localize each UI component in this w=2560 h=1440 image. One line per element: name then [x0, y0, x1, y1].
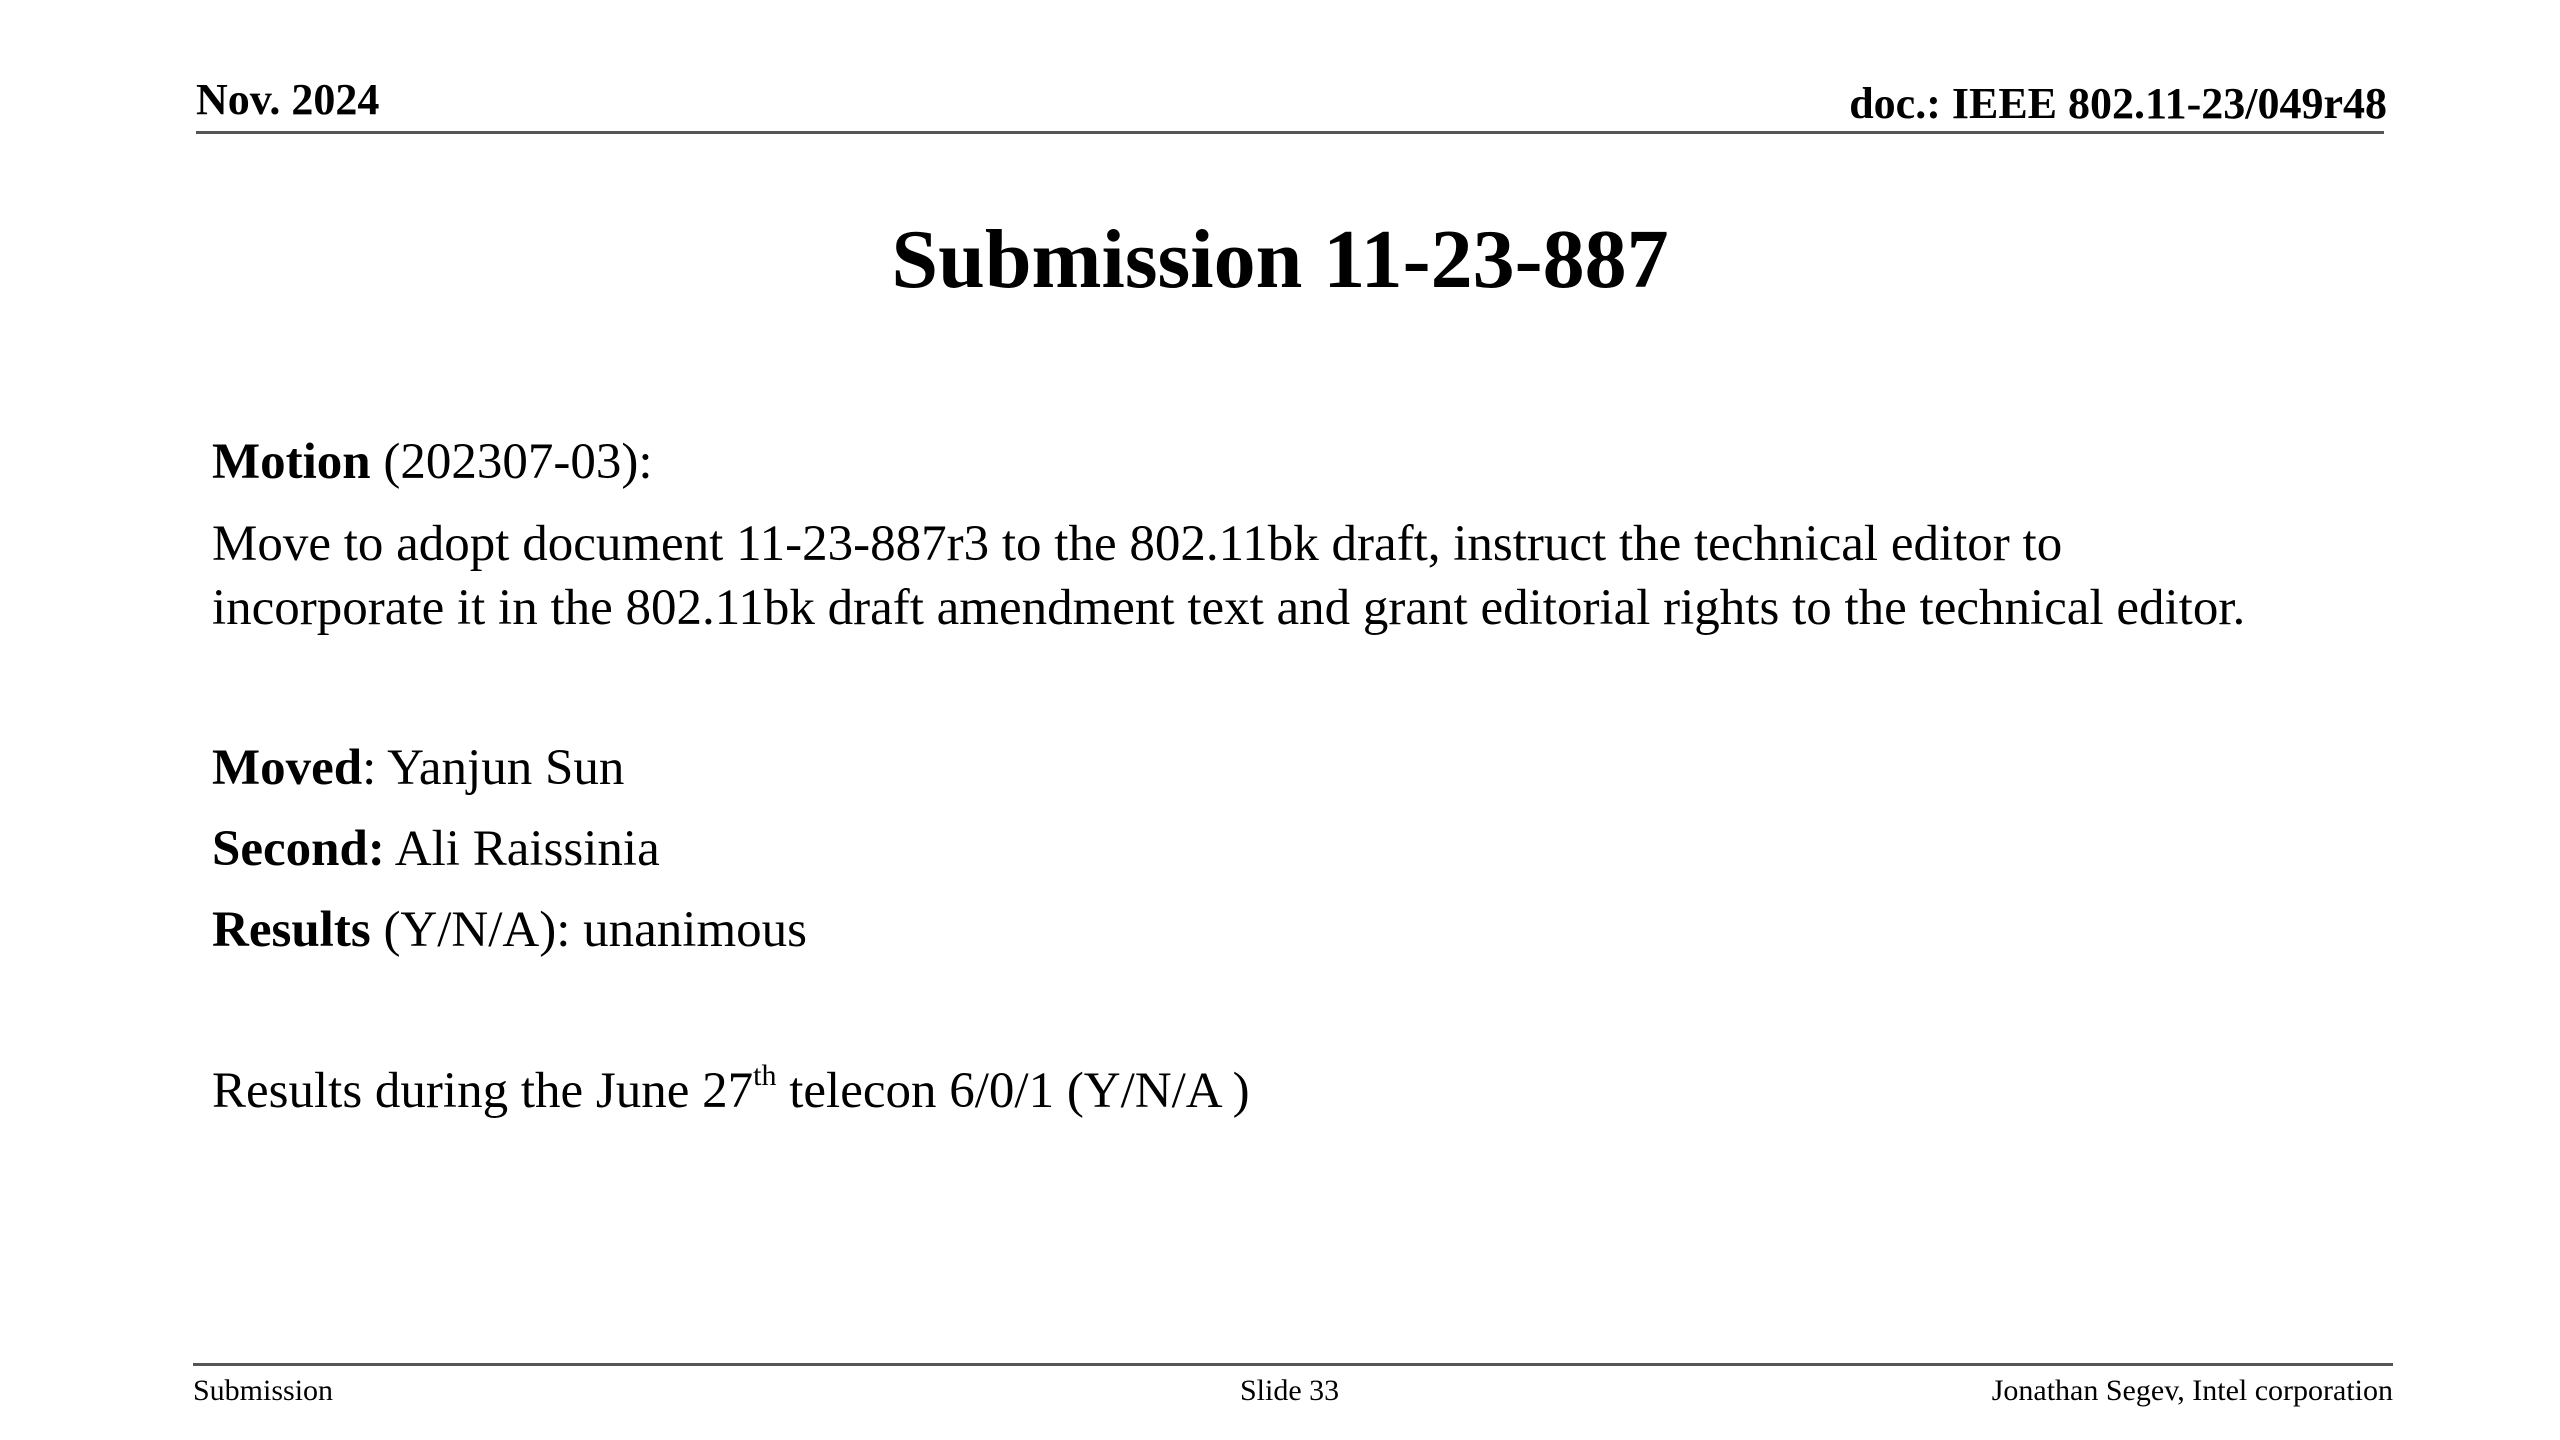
results-value: (Y/N/A): unanimous	[370, 902, 807, 958]
motion-label: Motion	[212, 434, 371, 490]
telecon-superscript: th	[753, 1059, 777, 1092]
slide-title: Submission 11-23-887	[891, 213, 1669, 306]
second-label: Second:	[212, 821, 385, 877]
moved-line	[212, 736, 624, 800]
motion-heading	[212, 430, 653, 494]
moved-value: : Yanjun Sun	[362, 740, 625, 796]
second-line	[212, 817, 660, 881]
motion-text-line-1: Move to adopt document 11-23-887r3 to the 802.11bk draft, instruct the technical editor to	[212, 516, 2063, 572]
footer-divider	[193, 1363, 2393, 1366]
motion-text	[212, 512, 2512, 640]
motion-id: (202307-03):	[370, 434, 653, 490]
telecon-results-line	[212, 1059, 1250, 1123]
telecon-suffix: telecon 6/0/1 (Y/N/A )	[776, 1063, 1250, 1119]
header-date: Nov. 2024	[196, 75, 380, 124]
telecon-prefix: Results during the June 27	[212, 1063, 754, 1119]
motion-text-line-2: incorporate it in the 802.11bk draft amendment text and grant editorial rights to the technical editor.	[212, 580, 2246, 636]
results-line	[212, 898, 807, 962]
footer-author: Jonathan Segev, Intel corporation	[1991, 1374, 2393, 1407]
footer-slide-number: Slide 33	[1240, 1374, 1340, 1407]
second-value: Ali Raissinia	[384, 821, 660, 877]
header-divider	[196, 131, 2384, 134]
moved-label: Moved	[212, 740, 363, 796]
results-label: Results	[212, 902, 371, 958]
footer-submission: Submission	[193, 1374, 334, 1407]
header-doc-id: doc.: IEEE 802.11-23/049r48	[1849, 79, 2387, 128]
